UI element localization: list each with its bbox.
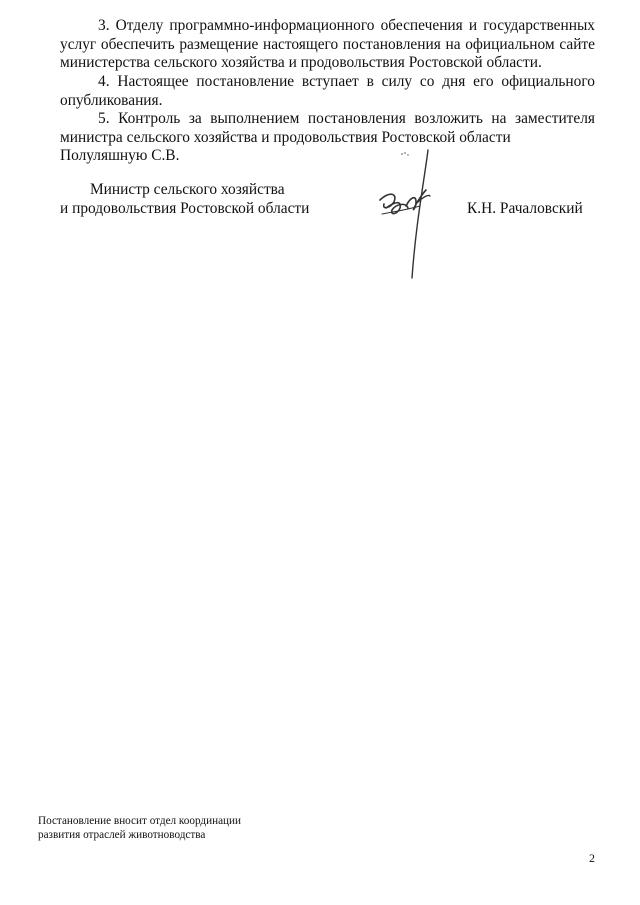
paragraph-3: 3. Отделу программно-информационного обеспечения и государственных услуг обеспечить размещение настоящего постановления на официальном сайте министерства сельского хозяйства и продовольствия Ростовской области. bbox=[60, 17, 595, 71]
footer-note-line-1: Постановление вносит отдел координации bbox=[38, 815, 242, 827]
paragraph-5 bbox=[60, 110, 595, 166]
footer-note-line-2: развития отраслей животноводства bbox=[38, 829, 206, 841]
signatory-name: К.Н. Рачаловский bbox=[467, 200, 583, 217]
paragraph-5-text: 5. Контроль за выполнением постановления возложить на заместителя министра сельского хозяйства и продовольствия Ростовской области bbox=[60, 110, 595, 146]
page-number: 2 bbox=[589, 851, 595, 865]
handwritten-signature-icon bbox=[372, 142, 442, 282]
paragraph-4: 4. Настоящее постановление вступает в силу со дня его официального опубликования. bbox=[60, 73, 595, 109]
position-line-1: Министр сельского хозяйства bbox=[90, 181, 285, 198]
footer-note bbox=[38, 814, 241, 842]
position-line-2: и продовольствия Ростовской области bbox=[60, 200, 310, 217]
signatory-position bbox=[60, 180, 309, 218]
paragraph-5-last-line: Полуляшную С.В. bbox=[60, 147, 180, 164]
